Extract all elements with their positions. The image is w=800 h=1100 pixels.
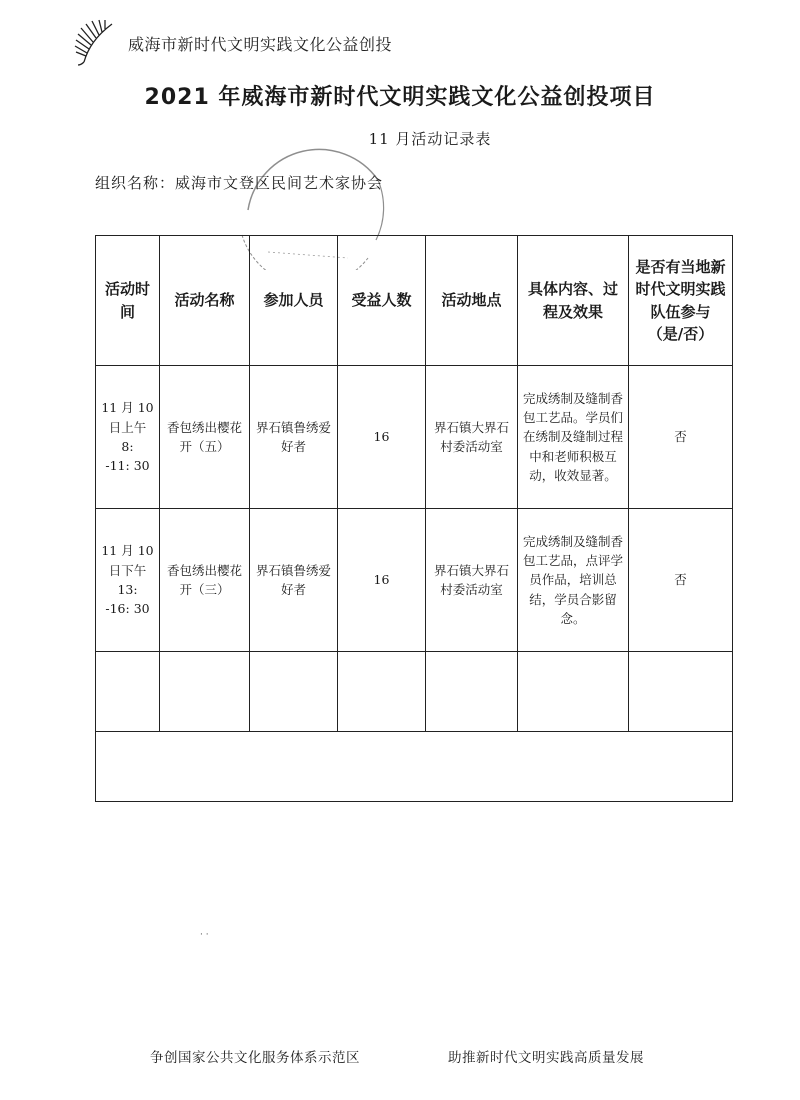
footer-slogan-left: 争创国家公共文化服务体系示范区 [150, 1050, 360, 1066]
empty-cell [250, 652, 338, 732]
header-content: 具体内容、过程及效果 [518, 236, 629, 366]
time-line: 日下午 [108, 562, 147, 578]
time-line: -16: 30 [105, 601, 150, 617]
time-line: 11 月 10 [101, 400, 154, 416]
document-title: 2021 年威海市新时代文明实践文化公益创投项目 [144, 85, 656, 110]
document-header [72, 18, 772, 68]
cell-activity-time [96, 509, 160, 652]
header-team-participation: 是否有当地新时代文明实践队伍参与（是/否） [629, 236, 733, 366]
footer-slogan-right: 助推新时代文明实践高质量发展 [448, 1050, 644, 1066]
empty-cell [518, 652, 629, 732]
cell-participants: 界石镇鲁绣爱好者 [250, 509, 338, 652]
time-line: 13: [117, 582, 138, 597]
time-line: 日上午 [108, 419, 147, 435]
cell-activity-name: 香包绣出樱花开（三） [160, 509, 250, 652]
cell-activity-time [96, 366, 160, 509]
cell-location: 界石镇大界石村委活动室 [426, 366, 518, 509]
header-activity-name: 活动名称 [160, 236, 250, 366]
feather-logo-icon [72, 18, 122, 68]
activity-record-table [95, 235, 733, 802]
table-row [96, 366, 733, 509]
org-header-title: 威海市新时代文明实践文化公益创投 [128, 35, 393, 54]
cell-team-participation: 否 [629, 366, 733, 509]
cell-beneficiaries: 16 [338, 509, 426, 652]
table-row-notes [96, 732, 733, 802]
header-beneficiaries: 受益人数 [338, 236, 426, 366]
empty-cell [426, 652, 518, 732]
organization-value: 威海市文登区民间艺术家协会 [175, 174, 384, 192]
table-row [96, 509, 733, 652]
cell-participants: 界石镇鲁绣爱好者 [250, 366, 338, 509]
cell-activity-name: 香包绣出樱花开（五） [160, 366, 250, 509]
empty-cell [96, 652, 160, 732]
time-line: 11 月 10 [101, 543, 154, 559]
cell-location: 界石镇大界石村委活动室 [426, 509, 518, 652]
header-activity-time: 活动时间 [96, 236, 160, 366]
scan-speck: · · [200, 930, 209, 940]
empty-cell [160, 652, 250, 732]
cell-content: 完成绣制及缝制香包工艺品，点评学员作品，培训总结，学员合影留念。 [518, 509, 629, 652]
cell-team-participation: 否 [629, 509, 733, 652]
empty-cell [338, 652, 426, 732]
cell-beneficiaries: 16 [338, 366, 426, 509]
header-location: 活动地点 [426, 236, 518, 366]
organization-label: 组织名称： [95, 174, 176, 192]
header-participants: 参加人员 [250, 236, 338, 366]
cell-content: 完成绣制及缝制香包工艺品。学员们在绣制及缝制过程中和老师积极互动，收效显著。 [518, 366, 629, 509]
empty-cell [629, 652, 733, 732]
table-header-row [96, 236, 733, 366]
document-subtitle: 11 月活动记录表 [368, 130, 492, 148]
time-line: -11: 30 [105, 458, 150, 474]
time-line: 8: [121, 439, 134, 454]
table-row-empty [96, 652, 733, 732]
notes-cell [96, 732, 733, 802]
